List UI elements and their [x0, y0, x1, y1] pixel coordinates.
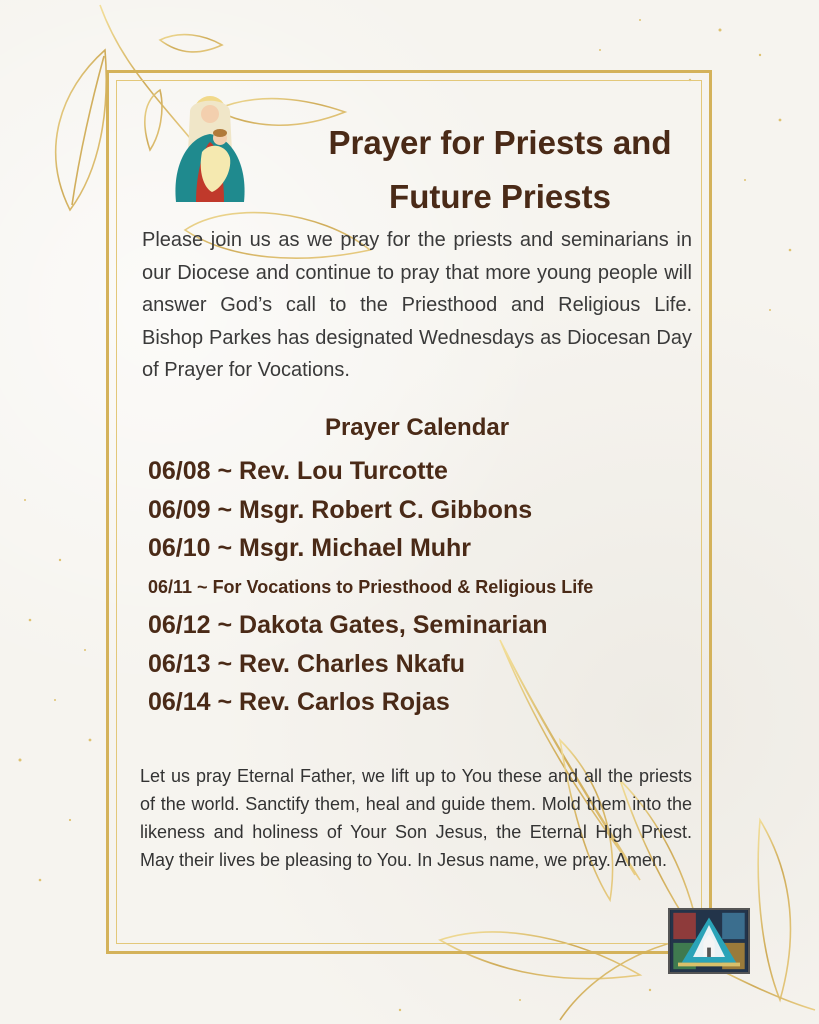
calendar-item: 06/14 ~ Rev. Carlos Rojas	[148, 688, 450, 716]
calendar-item: 06/11 ~ For Vocations to Priesthood & Religious Life	[148, 576, 594, 597]
calendar-item: 06/12 ~ Dakota Gates, Seminarian	[148, 611, 548, 639]
prayer-calendar-list	[148, 452, 708, 722]
stained-glass-church-logo	[668, 908, 750, 974]
title-line-2: Future Priests	[389, 178, 611, 215]
calendar-item: 06/13 ~ Rev. Charles Nkafu	[148, 649, 466, 678]
calendar-item: 06/09 ~ Msgr. Robert C. Gibbons	[148, 495, 533, 524]
calendar-item: 06/08 ~ Rev. Lou Turcotte	[148, 457, 448, 485]
calendar-heading: Prayer Calendar	[324, 414, 510, 441]
calendar-item: 06/10 ~ Msgr. Michael Muhr	[148, 534, 472, 562]
page-title	[290, 116, 710, 224]
closing-prayer: Let us pray Eternal Father, we lift up to You these and all the priests of the world. Sanctify them, heal and guide them. Mold them into the likeness and holiness of Your Son Jesus, the Eternal High Priest. May their lives be pleasing to You. In Jesus name, we pray. Amen.	[140, 766, 692, 870]
intro-paragraph: Please join us as we pray for the priests and seminarians in our Diocese and continue to pray that more young people will answer God’s call to the Priesthood and Religious Life. Bishop Parkes has designated Wednesdays as Diocesan Day of Prayer for Vocations.	[142, 229, 692, 381]
madonna-and-child-image	[160, 92, 260, 212]
title-line-1: Prayer for Priests and	[328, 124, 672, 161]
